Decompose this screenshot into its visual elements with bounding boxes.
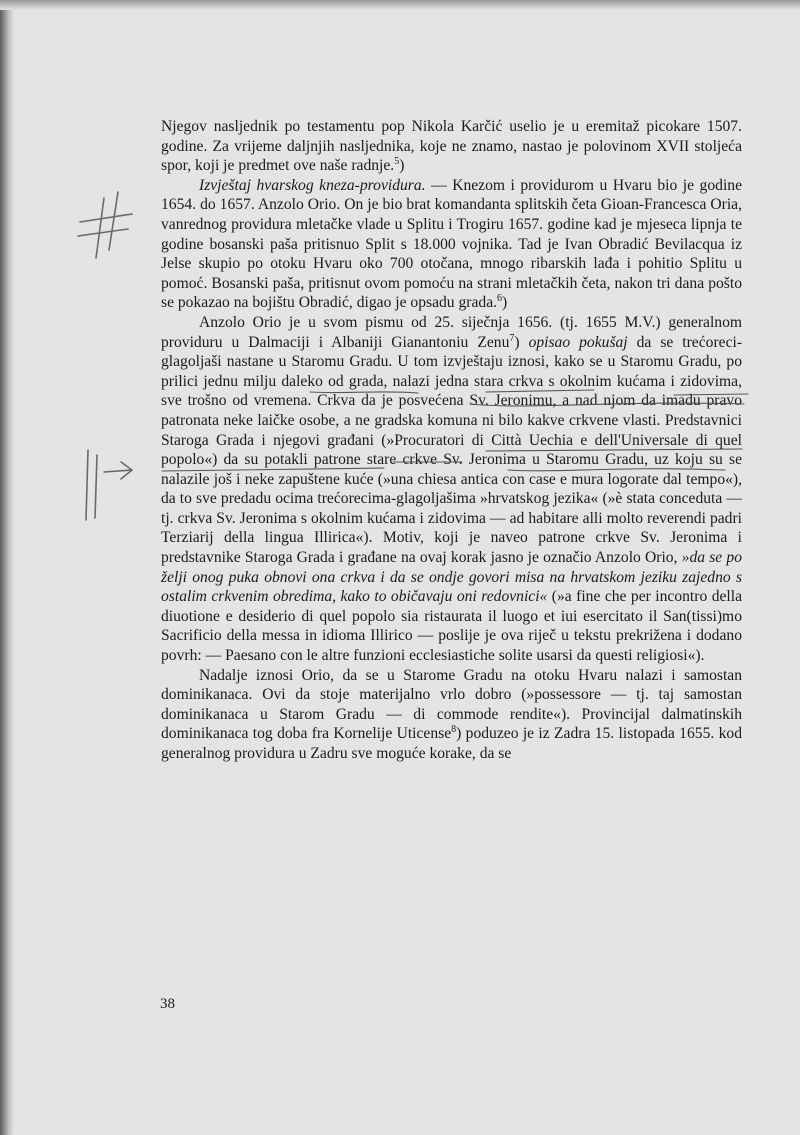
paragraph-4: Nadalje iznosi Orio, da se u Starome Gradu na otoku Hvaru nalazi i samostan dominikanaca. Ovi da stoje materijalno vrlo dobro (»possessore — tj. taj samostan dominikanaca u Starom Gradu — di commode rendite«). Provincijal dalmatinskih dominikanaca tog doba fra Kornelije Uticense$^8$) poduzeo je iz Zadra 15. listopada 1655. kod generalnog providura u Zadru sve moguće korake, da se — [161, 666, 742, 762]
paragraph-1: Njegov nasljednik po testamentu pop Nikola Karčić uselio je u eremitaž picokare 1507. godine. Za vrijeme daljnjih nasljednika, koje ne znamo, nastao je polovinom XVII stoljeća spor, koji je predmet ove naše radnje.$^5$) — [161, 118, 742, 175]
paragraph-2: Izvještaj hvarskog kneza-providura. — Knezom i providurom u Hvaru bio je godine 1654. do 1657. Anzolo Orio. On je bio brat komandanta splitskih četa Gioan-Francesca Oria, vanrednog providura mletačke vlade u Splitu i Trogiru 1657. godine kad je mjeseca lipnja te godine bosanski paša pritisnuo Split s 18.000 vojnika. Tad je Ivan Obradić Bevilacqua iz Jelse skupio po otoku Hvaru oko 700 otočana, mnogo ribarskih lađa i pohitio Splitu u pomoć. Bosanski paša, pritisnut ovom pomoću na strani mletačkih četa, nakon tri dana pošto se pokazao na bojištu Obradić, digao je opsadu grada.$^6$) — [161, 176, 742, 312]
page-number: 38 — [160, 996, 175, 1012]
bracket-arrow-annotation — [86, 450, 132, 520]
hash-mark-annotation — [78, 192, 132, 258]
footnote-ref: 7 — [509, 332, 515, 344]
footnote-ref: 5 — [394, 156, 400, 167]
footnote-ref: 8 — [451, 724, 457, 736]
page-left-edge-shadow — [0, 0, 14, 1135]
footnote-ref: 6 — [497, 293, 503, 305]
page-top-edge-shadow — [0, 0, 800, 10]
section-title: Izvještaj hvarskog kneza-providura. — [199, 176, 426, 194]
body-text — [161, 117, 742, 764]
paragraph-3: Anzolo Orio je u svom pismu od 25. siječnja 1656. (tj. 1655 M.V.) generalnom providuru u Dalmaciji i Albaniji Gianantoniu Zenu$^7$) opisao pokušaj da se trećoreci-glagoljaši nastane u Staromu Gradu. U tom izvještaju iznosi, kako se u Staromu Gradu, po prilici jednu milju daleko od grada, nalazi jedna stara crkva s okolnim kućama i zidovima, sve trošno od vremena. Crkva da je posvećena Sv. Jeronimu, a nad njom da imadu pravo patronata neke laičke osobe, a ne gradska komuna ni bilo kakve crkvene vlasti. Predstavnici Staroga Grada i njegovi građani (»Procuratori di Città Uechia e dell'Universale di quel popolo«) da su potakli patrone stare crkve Sv. Jeronima u Staromu Gradu, uz koju su se nalazile još i neke zapuštene kuće (»una chiesa antica con case e mura logorate dal tempo«), da to sve predadu ocima trećorecima-glagoljašima »hrvatskog jezika« (»è stata conceduta — tj. crkva Sv. Jeronima s okolnim kućama i zidovima — ad habitare alli molto reverendi padri Terziarij della lingua Illirica«). Motiv, koji je naveo patrone crkve Sv. Jeronima i predstavnike Staroga Grada i građane na ovaj korak jasno je označio Anzolo Orio, »da se po želji onog puka obnovi ona crkva i da se ondje govori misa na hrvatskom jeziku zajedno s ostalim crkvenim obredima, kako to običavaju oni redovnici« (»a fine che per incontro della diuotione e desiderio di quel popolo sia ristaurata il luogo et iui esercitato il San(tissi)mo Sacrificio della messa in idioma Illirico — poslije je ova riječ u tekstu prekrižena i dodano povrh: — Paesano con le altre funzioni ecclesiastiche solite usarsi da questi religiosi«). — [161, 313, 743, 665]
